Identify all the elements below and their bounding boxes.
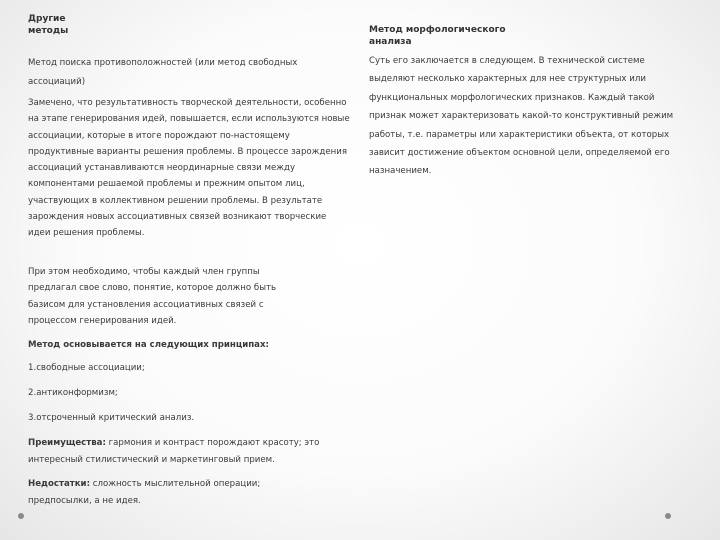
advantages-text: гармония и контраст порождают красоту; это интересный стилистический и маркетинговый прием. xyxy=(28,438,320,465)
principle-item: 1.свободные ассоциации; xyxy=(28,363,145,373)
bullet-dot-left xyxy=(18,513,24,519)
disadvantages xyxy=(28,476,308,509)
advantages xyxy=(28,435,333,468)
right-heading: Метод морфологического анализа xyxy=(369,25,506,47)
principle-item: 3.отсроченный критический анализ. xyxy=(28,413,195,423)
principles-heading: Метод основывается на следующих принципах: xyxy=(28,340,269,350)
paragraph-morphology: Суть его заключается в следующем. В технической системе выделяют несколько характерных для нее структурных или функциональных морфологических признаков. Каждый такой признак может характеризовать какой-то конструктивный режим работы, т.е. параметры или характеристики объекта, от которых зависит достижение объектом основной цели, определяемой его назначением. xyxy=(369,56,674,177)
left-heading: Другие методы xyxy=(28,14,69,36)
bullet-dot-right xyxy=(665,513,671,519)
disadvantages-text: сложность мыслительной операции; предпосылки, а не идея. xyxy=(28,479,261,506)
principle-item: 2.антиконформизм; xyxy=(28,388,118,398)
paragraph-associations: Замечено, что результативность творческой деятельности, особенно на этапе генерирования идей, повышается, если используются новые ассоциации, которые в итоге порождают по-настоящему продуктивные варианты решения проблемы. В процессе зарождения ассоциаций устанавливаются неординарные связи между компонентами решаемой проблемы и прежним опытом лиц, участвующих в коллективном решении проблемы. В результате зарождения новых ассоциативных связей возникают творческие идеи решения проблемы. xyxy=(28,98,350,239)
paragraph-group: При этом необходимо, чтобы каждый член группы предлагал свое слово, понятие, которое должно быть базисом для установления ассоциативных связей с процессом генерирования идей. xyxy=(28,267,277,326)
disadvantages-label: Недостатки: xyxy=(28,479,91,489)
advantages-label: Преимущества: xyxy=(28,438,106,448)
method-title: Метод поиска противоположностей (или метод свободных ассоциаций) xyxy=(28,58,298,87)
